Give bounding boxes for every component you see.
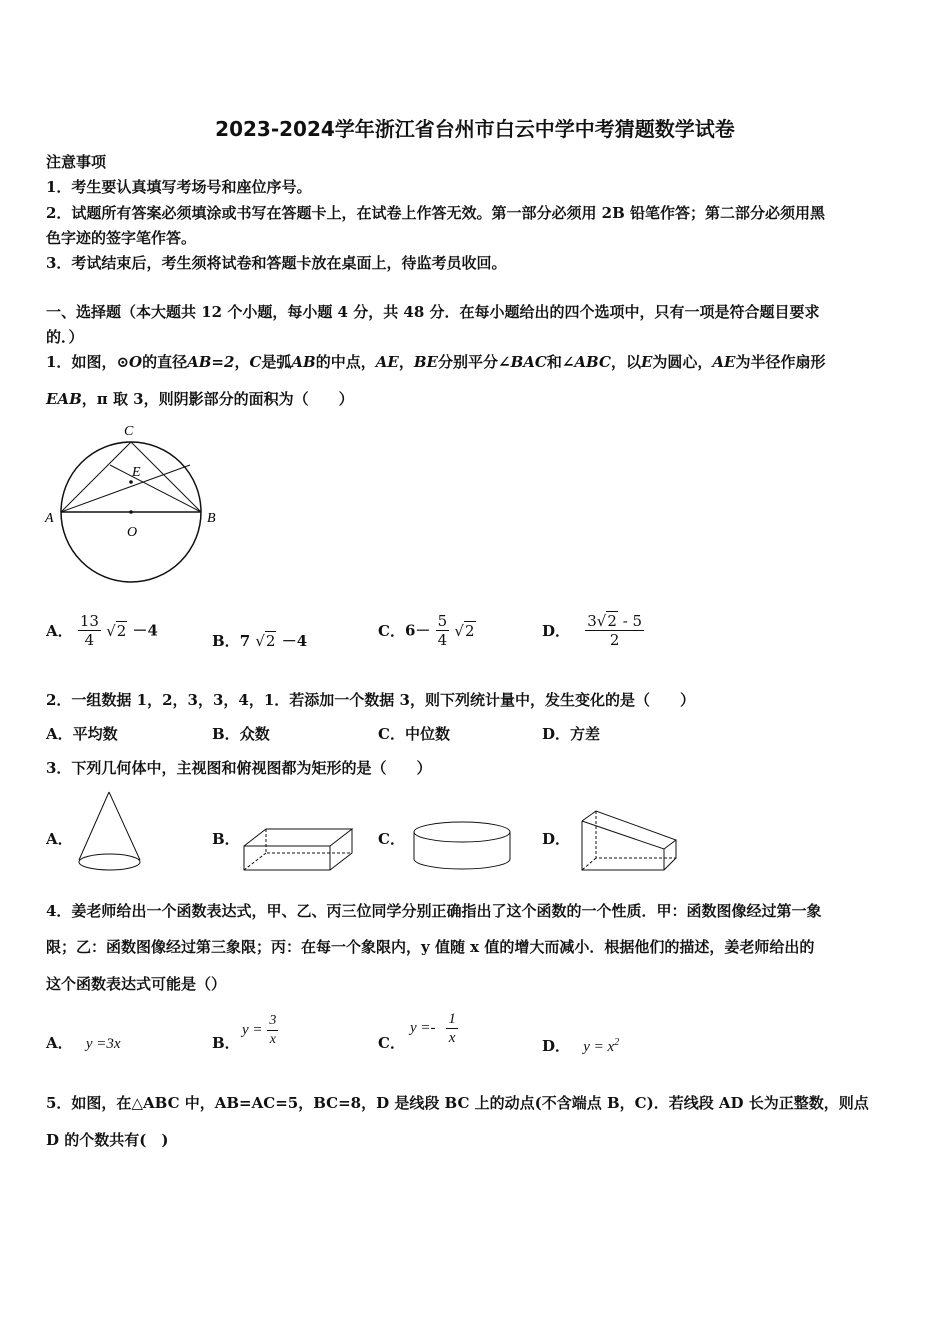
question-3: 3．下列几何体中，主视图和俯视图都为矩形的是（ ） — [46, 759, 432, 777]
q2-option-a[interactable]: A．平均数 — [46, 725, 118, 743]
segment-be — [110, 465, 201, 512]
label-a: A — [45, 511, 54, 526]
sqrt: √2 — [454, 621, 475, 640]
option-label: B． — [212, 632, 240, 650]
option-label: B． — [212, 1034, 240, 1052]
q1-text: ， — [398, 353, 414, 371]
q3-option-d[interactable]: D． — [542, 830, 571, 848]
q1-option-c[interactable]: C．6－ $\frac{5}{4}$ √2 — [378, 612, 475, 649]
q1-text: 是弧 — [261, 353, 292, 371]
label-o: O — [127, 525, 138, 540]
fraction: $\frac{5}{4}$ — [437, 612, 448, 649]
q2-option-d[interactable]: D．方差 — [542, 725, 601, 743]
q1-circle: ⊙O — [116, 353, 143, 371]
q1-circle-figure — [40, 420, 230, 600]
question-1-line-2 — [46, 389, 354, 409]
fraction: $\frac{13}{4}$ — [79, 612, 99, 649]
segment-ac — [61, 442, 131, 512]
q1-be: BE — [413, 353, 438, 371]
q1-num: 1． — [46, 353, 72, 371]
q1-angle-abc: ∠ABC — [561, 353, 611, 371]
q1-text: ， — [234, 353, 250, 371]
question-2: 2．一组数据 1，2，3，3，4，1．若添加一个数据 3，则下列统计量中，发生变化的是（ ） — [46, 691, 695, 709]
question-5-line-2: D 的个数共有( ) — [46, 1131, 169, 1149]
q1-c: C — [249, 353, 262, 371]
sqrt: √2 — [255, 632, 276, 650]
q1-eab: EAB — [46, 390, 82, 408]
notice-item-3: 3．考试结束后，考生须将试卷和答题卡放在桌面上，待监考员收回。 — [46, 254, 507, 272]
q1-text: 为圆心， — [652, 353, 713, 371]
point-o — [129, 510, 133, 514]
q1-text: 的中点， — [315, 353, 376, 371]
cone-figure — [76, 790, 146, 875]
q1-text: 的直径 — [142, 353, 188, 371]
q1-text: 分别平分 — [437, 353, 498, 371]
q2-option-c[interactable]: C．中位数 — [378, 725, 450, 743]
cuboid-figure — [240, 826, 360, 876]
option-label: D． — [542, 1037, 571, 1055]
q1-text: ，以 — [610, 353, 641, 371]
q4-option-a[interactable]: A． y =3x — [46, 1034, 121, 1052]
option-label: C． — [378, 621, 405, 640]
label-e: E — [132, 465, 141, 480]
q3-option-b[interactable]: B． — [212, 830, 240, 848]
label-b: B — [207, 511, 216, 526]
shaded-region — [61, 512, 201, 582]
cylinder-figure — [410, 818, 520, 878]
question-1-line-1 — [46, 352, 826, 372]
q1-ae2: AE — [712, 353, 736, 371]
segment-ae — [61, 465, 190, 512]
q3-option-c[interactable]: C． — [378, 830, 405, 848]
fraction: $\frac{3√2 - 5}{2}$ — [587, 612, 643, 649]
question-4-line-1: 4．姜老师给出一个函数表达式，甲、乙、丙三位同学分别正确指出了这个函数的一个性质．甲：函数图像经过第一象 — [46, 902, 822, 920]
q1-ab: AB — [291, 353, 316, 371]
q2-option-b[interactable]: B．众数 — [212, 725, 270, 743]
notice-item-2-cont: 色字迹的签字笔作答。 — [46, 229, 197, 247]
notice-item-1: 1．考生要认真填写考场号和座位序号。 — [46, 178, 312, 196]
q4-option-d[interactable]: D． $y = x^2$ — [542, 1037, 620, 1055]
q1-text: 和 — [546, 353, 562, 371]
q1-text: 如图， — [71, 353, 117, 371]
triangular-prism-figure — [578, 807, 688, 877]
q4-option-c-expr: y =- $\frac{1}{x}$ — [410, 1011, 456, 1046]
q3-option-a[interactable]: A． — [46, 830, 73, 848]
question-5-line-1: 5．如图，在△ABC 中，AB=AC=5，BC=8，D 是线段 BC 上的动点(不含端点 B，C)．若线段 AD 长为正整数，则点 — [46, 1094, 869, 1112]
q1-option-d[interactable] — [542, 612, 644, 649]
q4-option-b-expr: y = $\frac{3}{x}$ — [242, 1013, 277, 1047]
q1-option-a[interactable]: A． $\frac{13}{4}$ √2 －4 — [46, 612, 158, 649]
option-label: C． — [378, 1034, 405, 1052]
q1-text: ，π 取 3，则阴影部分的面积为（ ） — [81, 390, 354, 408]
q1-text: 为半径作扇形 — [735, 353, 826, 371]
segment-bc — [131, 442, 201, 512]
q4-option-b[interactable] — [212, 1033, 240, 1053]
section-heading: 一、选择题（本大题共 12 个小题，每小题 4 分，共 48 分．在每小题给出的四个选项中，只有一项是符合题目要求 — [46, 303, 820, 321]
q1-ae: AE — [375, 353, 399, 371]
question-4-line-3: 这个函数表达式可能是（） — [46, 975, 227, 993]
notice-item-2: 2．试题所有答案必须填涂或书写在答题卡上，在试卷上作答无效。第一部分必须用 2B 铅笔作答；第二部分必须用黑 — [46, 204, 826, 222]
q1-e: E — [640, 353, 653, 371]
label-c: C — [124, 424, 134, 439]
q1-option-b[interactable]: B．7 √2 －4 — [212, 632, 308, 650]
q1-ab-eq: AB=2 — [187, 353, 235, 371]
option-label: D． — [542, 621, 571, 640]
page-title: 2023-2024学年浙江省台州市白云中学中考猜题数学试卷 — [215, 117, 735, 141]
sqrt: √2 — [106, 621, 127, 640]
section-heading-cont: 的．） — [46, 328, 84, 346]
point-e — [129, 480, 133, 484]
question-4-line-2: 限；乙：函数图像经过第三象限；丙：在每一个象限内，y 值随 x 值的增大而减小．根据他们的描述，姜老师给出的 — [46, 938, 815, 956]
q4-option-c[interactable] — [378, 1033, 405, 1053]
q1-angle-bac: ∠BAC — [498, 353, 547, 371]
option-label: A． — [46, 1034, 73, 1052]
option-label: A． — [46, 621, 73, 640]
notice-heading: 注意事项 — [46, 153, 107, 171]
